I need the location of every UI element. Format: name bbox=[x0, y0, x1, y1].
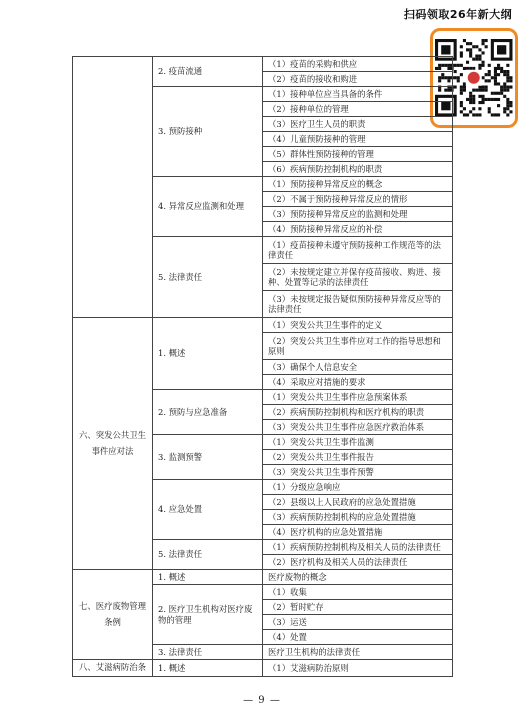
qr-module bbox=[466, 98, 469, 101]
qr-module bbox=[500, 86, 503, 89]
qr-module bbox=[478, 48, 481, 51]
qr-module bbox=[478, 64, 481, 67]
qr-module bbox=[494, 70, 497, 73]
syllabus-item: （1）收集 bbox=[263, 585, 453, 600]
qr-logo bbox=[468, 72, 480, 84]
qr-module bbox=[478, 58, 481, 61]
qr-module bbox=[482, 64, 485, 67]
qr-module bbox=[466, 67, 469, 70]
qr-module bbox=[497, 92, 500, 95]
qr-module bbox=[494, 92, 497, 95]
qr-module bbox=[509, 101, 512, 104]
unit-name: 1. 概述 bbox=[153, 660, 263, 677]
qr-module bbox=[509, 79, 512, 82]
qr-module bbox=[482, 42, 485, 45]
qr-module bbox=[478, 101, 481, 104]
qr-module bbox=[475, 58, 478, 61]
qr-module bbox=[494, 98, 497, 101]
qr-module bbox=[472, 101, 475, 104]
qr-module bbox=[488, 110, 491, 113]
qr-module bbox=[509, 76, 512, 79]
syllabus-item: （1）疫苗的采购和供应 bbox=[263, 57, 453, 72]
qr-module bbox=[478, 107, 481, 110]
syllabus-item: （2）疫苗的接收和购进 bbox=[263, 72, 453, 87]
qr-module bbox=[509, 110, 512, 113]
syllabus-item: （1）艾滋病防治原则 bbox=[263, 660, 453, 677]
qr-module bbox=[503, 110, 506, 113]
qr-module bbox=[463, 86, 466, 89]
section-title: 七、医疗废物管理条例 bbox=[73, 570, 153, 660]
qr-module bbox=[506, 73, 509, 76]
unit-name: 5. 法律责任 bbox=[153, 237, 263, 318]
syllabus-item: 医疗废物的概念 bbox=[263, 570, 453, 585]
qr-module bbox=[482, 89, 485, 92]
page-number: — 9 — bbox=[243, 695, 281, 706]
qr-module bbox=[485, 45, 488, 48]
qr-module bbox=[460, 89, 463, 92]
syllabus-item: （3）医疗卫生人员的职责 bbox=[263, 117, 453, 132]
qr-module bbox=[488, 73, 491, 76]
syllabus-item: （3）突发公共卫生事件预警 bbox=[263, 465, 453, 480]
qr-module bbox=[509, 104, 512, 107]
unit-name: 1. 概述 bbox=[153, 570, 263, 585]
syllabus-item: （3）疾病预防控制机构的应急处置措施 bbox=[263, 510, 453, 525]
qr-module bbox=[497, 113, 500, 116]
syllabus-item: （3）未按规定报告疑似预防接种异常反应等的法律责任 bbox=[263, 291, 453, 318]
qr-module bbox=[472, 98, 475, 101]
qr-module bbox=[494, 73, 497, 76]
syllabus-item: （1）分级应急响应 bbox=[263, 480, 453, 495]
table-row bbox=[73, 660, 453, 677]
qr-module bbox=[475, 89, 478, 92]
qr-module bbox=[482, 51, 485, 54]
qr-module bbox=[503, 82, 506, 85]
qr-module bbox=[478, 113, 481, 116]
qr-module bbox=[488, 79, 491, 82]
qr-module bbox=[485, 98, 488, 101]
qr-module bbox=[494, 82, 497, 85]
qr-module bbox=[503, 70, 506, 73]
unit-name: 3. 预防接种 bbox=[153, 87, 263, 177]
syllabus-item: （3）运送 bbox=[263, 615, 453, 630]
syllabus-item: 医疗卫生机构的法律责任 bbox=[263, 645, 453, 660]
qr-module bbox=[503, 89, 506, 92]
unit-name: 4. 异常反应监测和处理 bbox=[153, 177, 263, 237]
qr-module bbox=[506, 86, 509, 89]
qr-module bbox=[478, 89, 481, 92]
unit-name: 2. 疫苗流通 bbox=[153, 57, 263, 87]
qr-module bbox=[475, 55, 478, 58]
unit-name: 3. 法律责任 bbox=[153, 645, 263, 660]
qr-module bbox=[482, 95, 485, 98]
qr-module bbox=[497, 98, 500, 101]
table-row bbox=[73, 57, 453, 72]
syllabus-item: （1）疾病预防控制机构及相关人员的法律责任 bbox=[263, 540, 453, 555]
qr-module bbox=[469, 101, 472, 104]
qr-module bbox=[500, 70, 503, 73]
qr-module bbox=[482, 76, 485, 79]
qr-module bbox=[463, 113, 466, 116]
qr-module bbox=[457, 64, 460, 67]
qr-module bbox=[491, 92, 494, 95]
qr-module bbox=[466, 61, 469, 64]
qr-module bbox=[463, 82, 466, 85]
qr-module bbox=[497, 82, 500, 85]
syllabus-item: （3）确保个人信息安全 bbox=[263, 360, 453, 375]
qr-module bbox=[485, 73, 488, 76]
qr-module bbox=[506, 98, 509, 101]
qr-module bbox=[494, 76, 497, 79]
syllabus-item: （2）疾病预防控制机构和医疗机构的职责 bbox=[263, 405, 453, 420]
qr-module bbox=[472, 58, 475, 61]
syllabus-item: （4）儿童预防接种的管理 bbox=[263, 132, 453, 147]
section-title: 六、突发公共卫生事件应对法 bbox=[73, 318, 153, 570]
qr-module bbox=[454, 64, 457, 67]
syllabus-item: （2）不属于预防接种异常反应的情形 bbox=[263, 192, 453, 207]
section-title bbox=[73, 57, 153, 318]
qr-module bbox=[506, 79, 509, 82]
qr-module bbox=[460, 110, 463, 113]
qr-module bbox=[497, 64, 500, 67]
qr-module bbox=[506, 107, 509, 110]
qr-module bbox=[494, 79, 497, 82]
syllabus-item: （4）预防接种异常反应的补偿 bbox=[263, 222, 453, 237]
qr-module bbox=[469, 67, 472, 70]
qr-module bbox=[454, 86, 457, 89]
qr-module bbox=[500, 67, 503, 70]
qr-module bbox=[488, 64, 491, 67]
qr-module bbox=[485, 79, 488, 82]
qr-module bbox=[494, 67, 497, 70]
qr-module bbox=[475, 113, 478, 116]
qr-module bbox=[503, 86, 506, 89]
qr-module bbox=[506, 70, 509, 73]
qr-module bbox=[491, 113, 494, 116]
qr-module bbox=[463, 89, 466, 92]
qr-module bbox=[460, 51, 463, 54]
unit-name: 2. 医疗卫生机构对医疗废物的管理 bbox=[153, 585, 263, 645]
syllabus-item: （3）预防接种异常反应的监测和处理 bbox=[263, 207, 453, 222]
qr-module bbox=[460, 64, 463, 67]
qr-module bbox=[460, 101, 463, 104]
qr-module bbox=[488, 70, 491, 73]
qr-module bbox=[491, 76, 494, 79]
qr-module bbox=[472, 45, 475, 48]
qr-module bbox=[469, 42, 472, 45]
table-row bbox=[73, 570, 453, 585]
qr-module bbox=[457, 79, 460, 82]
qr-module bbox=[506, 89, 509, 92]
syllabus-item: （1）接种单位应当具备的条件 bbox=[263, 87, 453, 102]
qr-module bbox=[469, 51, 472, 54]
qr-module bbox=[472, 95, 475, 98]
syllabus-item: （2）接种单位的管理 bbox=[263, 102, 453, 117]
qr-module bbox=[463, 107, 466, 110]
qr-module bbox=[509, 86, 512, 89]
qr-module bbox=[506, 113, 509, 116]
qr-module bbox=[475, 45, 478, 48]
qr-module bbox=[460, 104, 463, 107]
qr-module bbox=[506, 104, 509, 107]
qr-module bbox=[463, 39, 466, 42]
qr-module bbox=[469, 95, 472, 98]
unit-name: 5. 法律责任 bbox=[153, 540, 263, 570]
qr-module bbox=[460, 73, 463, 76]
syllabus-item: （2）突发公共卫生事件应对工作的指导思想和原则 bbox=[263, 333, 453, 360]
qr-module bbox=[472, 113, 475, 116]
qr-module bbox=[491, 98, 494, 101]
qr-module bbox=[482, 86, 485, 89]
qr-module bbox=[494, 113, 497, 116]
qr-module bbox=[478, 86, 481, 89]
qr-module bbox=[482, 98, 485, 101]
qr-module bbox=[485, 39, 488, 42]
qr-module bbox=[506, 76, 509, 79]
syllabus-item: （1）突发公共卫生事件应急预案体系 bbox=[263, 390, 453, 405]
syllabus-item: （2）未按规定建立并保存疫苗接收、购进、接种、处置等记录的法律责任 bbox=[263, 264, 453, 291]
qr-finder bbox=[497, 45, 506, 54]
qr-module bbox=[469, 110, 472, 113]
syllabus-table bbox=[72, 56, 453, 677]
promo-text: 扫码领取26年新大纲 bbox=[403, 8, 513, 21]
qr-module bbox=[457, 76, 460, 79]
qr-module bbox=[469, 92, 472, 95]
qr-module bbox=[472, 107, 475, 110]
table-row bbox=[73, 318, 453, 333]
qr-module bbox=[454, 76, 457, 79]
syllabus-item: （5）群体性预防接种的管理 bbox=[263, 147, 453, 162]
syllabus-item: （4）采取应对措施的要求 bbox=[263, 375, 453, 390]
qr-module bbox=[460, 92, 463, 95]
qr-module bbox=[469, 55, 472, 58]
qr-module bbox=[488, 107, 491, 110]
syllabus-item: （1）突发公共卫生事件监测 bbox=[263, 435, 453, 450]
unit-name: 2. 预防与应急准备 bbox=[153, 390, 263, 435]
qr-module bbox=[472, 67, 475, 70]
qr-module bbox=[503, 95, 506, 98]
qr-module bbox=[497, 67, 500, 70]
qr-module bbox=[469, 48, 472, 51]
syllabus-item: （2）突发公共卫生事件报告 bbox=[263, 450, 453, 465]
qr-finder bbox=[441, 45, 450, 54]
qr-module bbox=[469, 98, 472, 101]
qr-module bbox=[500, 89, 503, 92]
syllabus-item: （1）突发公共卫生事件的定义 bbox=[263, 318, 453, 333]
qr-module bbox=[466, 48, 469, 51]
unit-name: 1. 概述 bbox=[153, 318, 263, 390]
qr-module bbox=[503, 107, 506, 110]
syllabus-item: （2）医疗机构及相关人员的法律责任 bbox=[263, 555, 453, 570]
syllabus-item: （4）医疗机构的应急处置措施 bbox=[263, 525, 453, 540]
section-title: 八、艾滋病防治条 bbox=[73, 660, 153, 677]
syllabus-item: （1）预防接种异常反应的概念 bbox=[263, 177, 453, 192]
qr-module bbox=[485, 86, 488, 89]
qr-module bbox=[485, 89, 488, 92]
syllabus-item: （1）疫苗接种未遵守预防接种工作规范等的法律责任 bbox=[263, 237, 453, 264]
qr-module bbox=[482, 61, 485, 64]
qr-module bbox=[506, 101, 509, 104]
syllabus-item: （6）疾病预防控制机构的职责 bbox=[263, 162, 453, 177]
qr-module bbox=[506, 64, 509, 67]
qr-module bbox=[478, 95, 481, 98]
qr-module bbox=[478, 55, 481, 58]
qr-module bbox=[482, 101, 485, 104]
unit-name: 4. 应急处置 bbox=[153, 480, 263, 540]
syllabus-item: （3）突发公共卫生事件应急医疗救治体系 bbox=[263, 420, 453, 435]
unit-name: 3. 监测预警 bbox=[153, 435, 263, 480]
qr-module bbox=[460, 55, 463, 58]
qr-module bbox=[497, 73, 500, 76]
syllabus-item: （2）县级以上人民政府的应急处置措施 bbox=[263, 495, 453, 510]
qr-module bbox=[463, 67, 466, 70]
qr-module bbox=[488, 98, 491, 101]
qr-module bbox=[500, 92, 503, 95]
qr-module bbox=[460, 86, 463, 89]
qr-module bbox=[482, 39, 485, 42]
qr-module bbox=[460, 45, 463, 48]
qr-module bbox=[503, 73, 506, 76]
syllabus-item: （4）处置 bbox=[263, 630, 453, 645]
qr-module bbox=[466, 42, 469, 45]
qr-module bbox=[472, 89, 475, 92]
qr-module bbox=[454, 70, 457, 73]
qr-module bbox=[466, 113, 469, 116]
qr-module bbox=[478, 67, 481, 70]
qr-module bbox=[497, 104, 500, 107]
syllabus-item: （2）暂时贮存 bbox=[263, 600, 453, 615]
